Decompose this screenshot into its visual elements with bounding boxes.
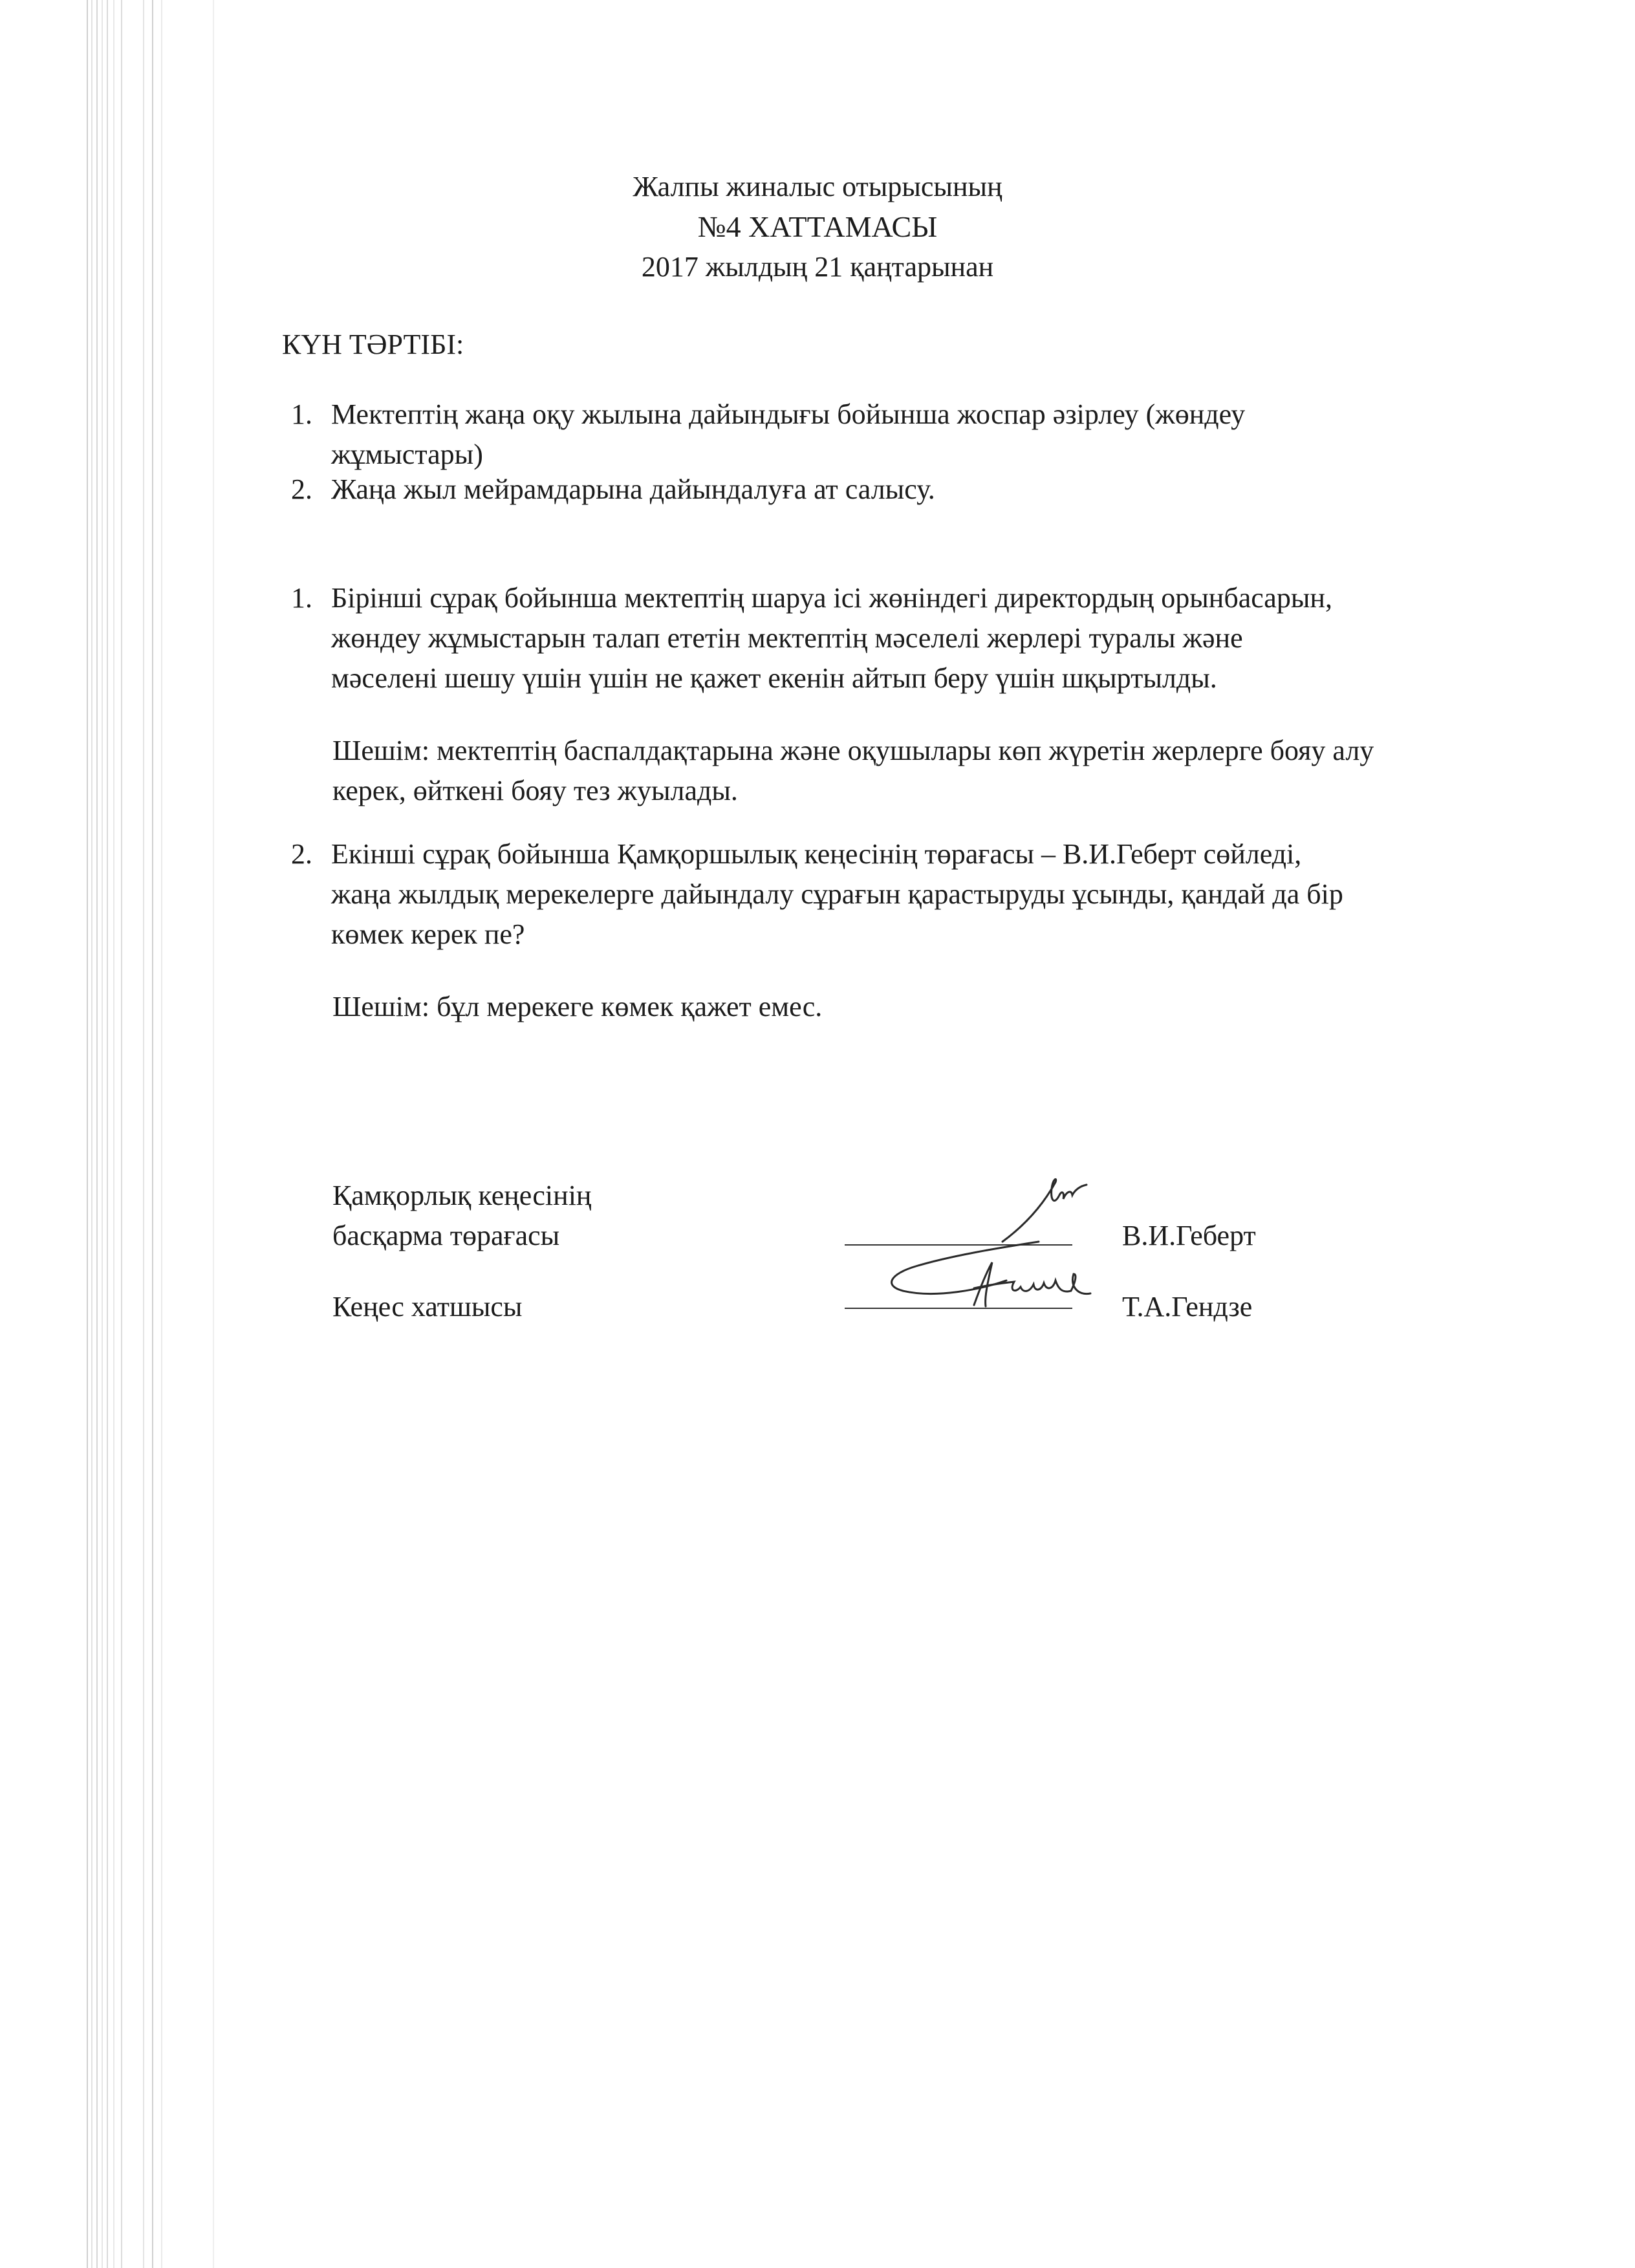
question-line: Екінші сұрақ бойынша Қамқоршылық кеңесінің төрағасы – В.И.Геберт сөйледі, [331, 838, 1302, 870]
question-2 [291, 834, 1379, 955]
agenda-item-line: Жаңа жыл мейрамдарына дайындалуға ат салысу. [331, 473, 935, 505]
agenda-item-line: жұмыстары) [331, 438, 483, 470]
chair-title-line: Қамқорлық кеңесінің [332, 1180, 592, 1211]
chair-name: В.И.Геберт [1122, 1220, 1256, 1251]
agenda-item-number: 1. [291, 398, 312, 430]
decision-1 [332, 731, 1510, 811]
decision-line: Шешім: бұл мерекеге көмек қажет емес. [332, 991, 823, 1022]
chair-title [332, 1176, 591, 1256]
secretary-name: Т.А.Гендзе [1122, 1291, 1253, 1323]
agenda-title: КҮН ТӘРТІБІ: [282, 329, 464, 360]
document-header [0, 167, 1635, 287]
decision-2 [332, 987, 1510, 1027]
decision-line: керек, өйткені бояу тез жуылады. [332, 775, 738, 806]
question-line: мәселені шешу үшін үшін не қажет екенін айтып беру үшін шқыртылды. [331, 662, 1217, 694]
question-line: жаңа жылдық мерекелерге дайындалу сұрағын қарастыруды ұсынды, қандай да бір [331, 878, 1343, 910]
chair-title-line: басқарма төрағасы [332, 1220, 560, 1251]
protocol-number: №4 ХАТТАМАСЫ [697, 210, 938, 243]
question-1 [291, 578, 1379, 698]
agenda-item-2 [291, 470, 1379, 510]
agenda-item-line: Мектептің жаңа оқу жылына дайындығы бойынша жоспар әзірлеу (жөндеу [331, 398, 1246, 430]
question-line: Бірінші сұрақ бойынша мектептің шаруа ісі жөніндегі директордың орынбасарын, [331, 582, 1332, 614]
secretary-title: Кеңес хатшысы [332, 1291, 523, 1323]
question-line: көмек керек пе? [331, 918, 525, 950]
protocol-date: 2017 жылдың 21 қаңтарынан [641, 251, 994, 283]
secretary-signature [877, 1229, 1110, 1319]
meeting-title: Жалпы жиналыс отырысының [633, 171, 1002, 202]
decision-line: Шешім: мектептің баспалдақтарына және оқушылары көп жүретін жерлерге бояу алу [332, 735, 1374, 766]
agenda-item-1 [291, 394, 1379, 475]
agenda-item-number: 2. [291, 473, 312, 505]
question-line: жөндеу жұмыстарын талап ететін мектептің мәселелі жерлері туралы және [331, 622, 1243, 654]
question-number: 1. [291, 582, 312, 614]
question-number: 2. [291, 838, 312, 870]
